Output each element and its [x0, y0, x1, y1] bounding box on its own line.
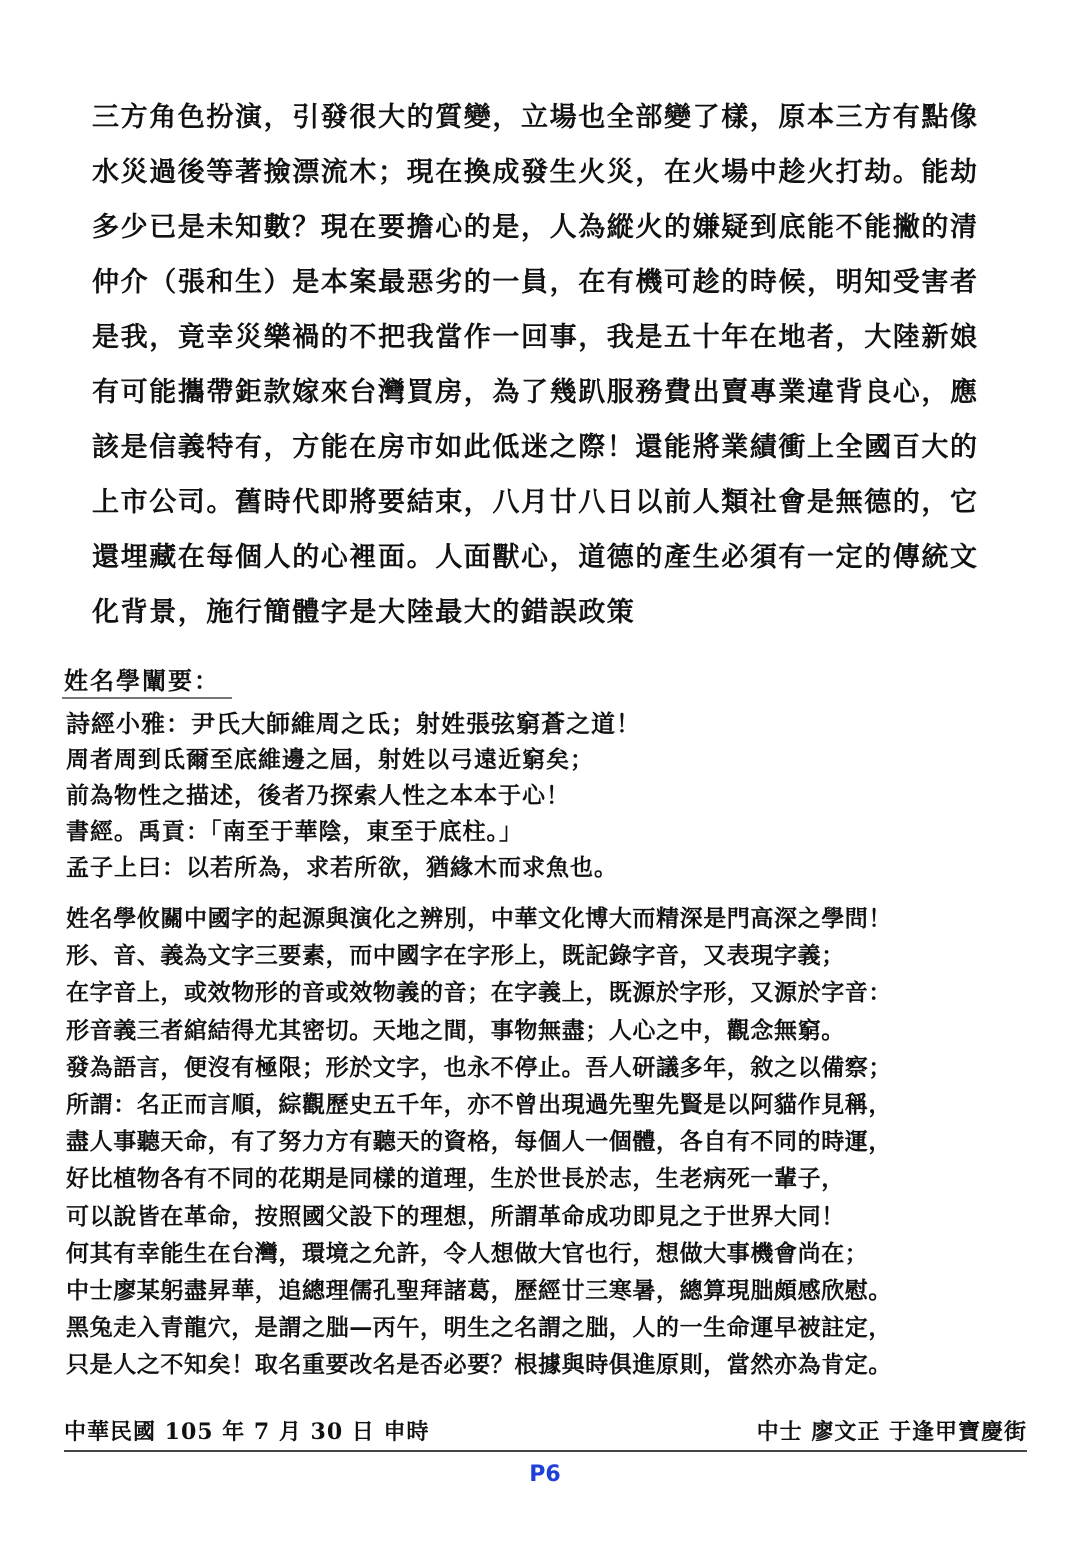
quote-line: 孟子上曰：以若所為，求若所欲，猶緣木而求魚也。 — [66, 854, 618, 881]
footer-date: 中華民國 105 年 7 月 30 日 申時 — [64, 1419, 430, 1445]
body-line: 好比植物各有不同的花期是同樣的道理，生於世長於志，生老病死一輩子， — [66, 1165, 845, 1193]
paragraph-line: 多少已是未知數？現在要擔心的是，人為縱火的嫌疑到底能不能撇的清 — [92, 212, 979, 243]
paragraph-line: 仲介（張和生）是本案最惡劣的一員，在有機可趁的時候，明知受害者 — [92, 267, 979, 298]
body-line: 黑兔走入青龍穴，是謂之朏—丙午，明生之名謂之朏，人的一生命運早被註定， — [66, 1314, 892, 1342]
paragraph-line: 還埋藏在每個人的心裡面。人面獸心，道德的產生必須有一定的傳統文 — [92, 542, 979, 573]
paragraph-line: 化背景，施行簡體字是大陸最大的錯誤政策 — [92, 597, 636, 628]
paragraph-line: 水災過後等著撿漂流木；現在換成發生火災，在火場中趁火打劫。能劫 — [92, 157, 979, 188]
top-paragraph — [92, 93, 1002, 643]
body-paragraph — [66, 900, 1036, 1383]
footer — [64, 1417, 1027, 1451]
body-line: 只是人之不知矣！取名重要改名是否必要？根據與時俱進原則，當然亦為肯定。 — [66, 1351, 892, 1379]
body-line: 在字音上，或效物形的音或效物義的音；在字義上，既源於字形，又源於字音： — [66, 979, 892, 1007]
heading-underline — [62, 697, 232, 699]
body-line: 發為語言，便沒有極限；形於文字，也永不停止。吾人研議多年，敘之以備察； — [66, 1053, 892, 1081]
paragraph-line: 該是信義特有，方能在房市如此低迷之際！還能將業績衝上全國百大的 — [92, 432, 979, 463]
body-line: 中士廖某躬盡昇華，追總理儒孔聖拜諸葛，歷經廿三寒暑，總算現朏頗感欣慰。 — [66, 1276, 892, 1304]
quote-line: 詩經小雅：尹氏大師維周之氐；射姓張弦窮蒼之道！ — [66, 709, 641, 738]
body-line: 所謂：名正而言順，綜觀歷史五千年，亦不曾出現過先聖先賢是以阿貓作見稱， — [66, 1090, 892, 1118]
footer-signature: 中士 廖文正 于逢甲寶慶街 — [756, 1419, 1027, 1445]
body-line: 姓名學攸關中國字的起源與演化之辨別，中華文化博大而精深是門高深之學問！ — [66, 905, 892, 932]
classics-quotes — [66, 706, 1026, 886]
page-number: P6 — [529, 1462, 561, 1487]
body-line: 可以說皆在革命，按照國父設下的理想，所謂革命成功即見之于世界大同！ — [66, 1202, 845, 1230]
section-heading: 姓名學闡要： — [64, 666, 220, 695]
body-line: 形音義三者綰結得尤其密切。天地之間，事物無盡；人心之中，觀念無窮。 — [66, 1016, 845, 1044]
quote-line: 周者周到氐爾至底維邊之屆，射姓以弓遠近窮矣； — [66, 746, 594, 773]
body-line: 盡人事聽天命，有了努力方有聽天的資格，每個人一個體，各自有不同的時運， — [66, 1128, 892, 1156]
paragraph-line: 上市公司。舊時代即將要結束，八月廿八日以前人類社會是無德的，它 — [92, 487, 979, 518]
footer-underline — [64, 1450, 1027, 1452]
body-line: 形、音、義為文字三要素，而中國字在字形上，既記錄字音，又表現字義； — [66, 942, 845, 970]
body-line: 何其有幸能生在台灣，環境之允許，令人想做大官也行，想做大事機會尚在； — [66, 1239, 869, 1267]
paragraph-line: 是我，竟幸災樂禍的不把我當作一回事，我是五十年在地者，大陸新娘 — [92, 322, 979, 353]
paragraph-line: 三方角色扮演，引發很大的質變，立場也全部變了樣，原本三方有點像 — [92, 102, 979, 133]
quote-line: 書經。禹貢：「南至于華陰，東至于底柱。」 — [66, 818, 523, 845]
paragraph-line: 有可能攜帶鉅款嫁來台灣買房，為了幾趴服務費出賣專業違背良心，應 — [92, 377, 979, 408]
quote-line: 前為物性之描述，後者乃探索人性之本本于心！ — [66, 782, 570, 809]
